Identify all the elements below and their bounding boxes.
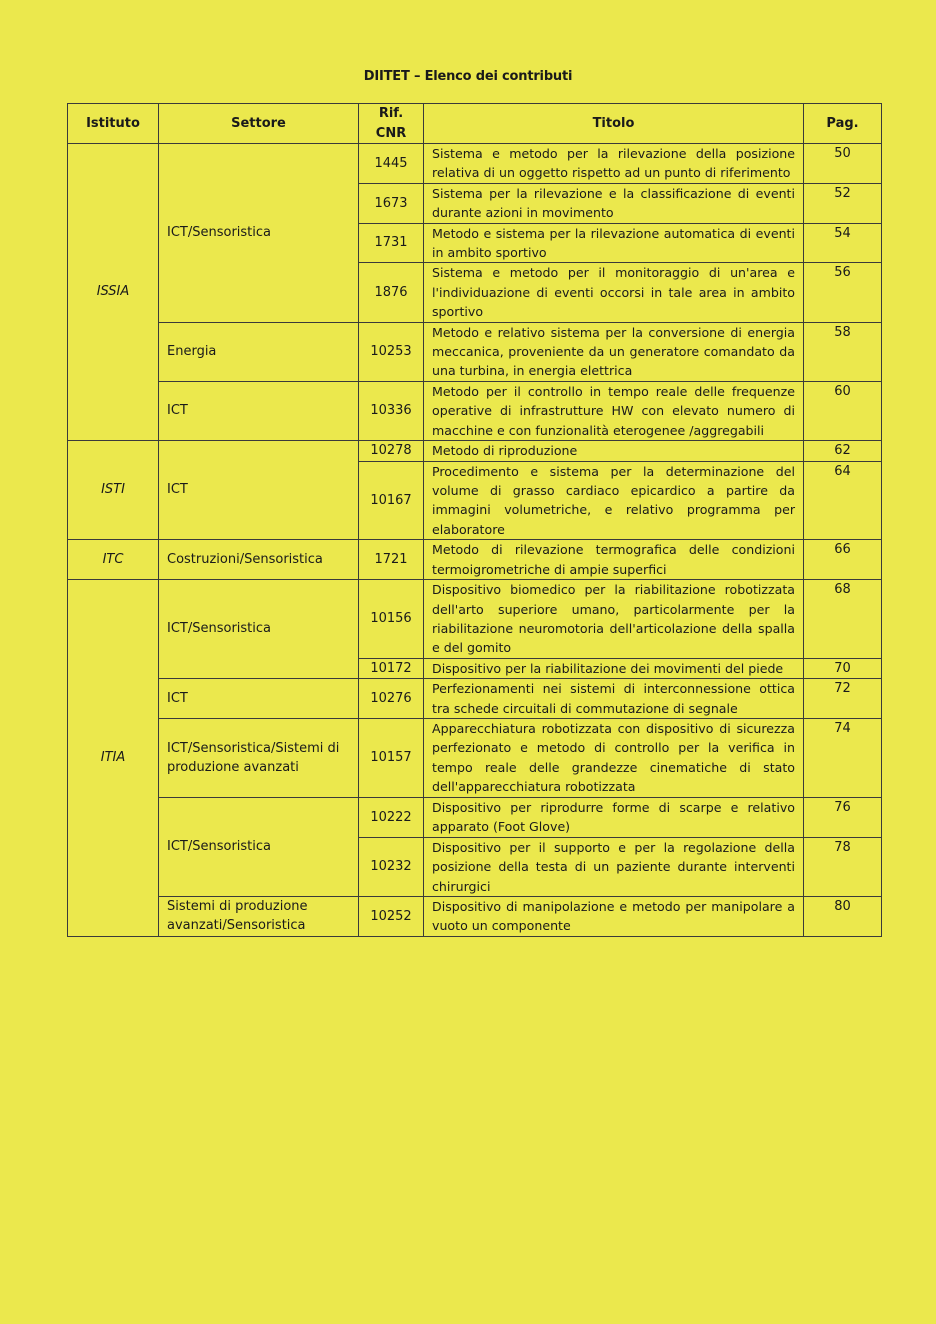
sector-cell: ICT/Sensoristica/Sistemi di produzione avanzati	[159, 718, 359, 797]
title-cell: Metodo e sistema per la rilevazione automatica di eventi in ambito sportivo	[424, 223, 804, 263]
sector-cell: ICT	[159, 381, 359, 440]
table-header-row	[68, 104, 882, 144]
title-cell: Sistema per la rilevazione e la classificazione di eventi durante azioni in movimento	[424, 183, 804, 223]
page-cell: 52	[804, 183, 882, 223]
title-cell: Sistema e metodo per la rilevazione della posizione relativa di un oggetto rispetto ad un punto di riferimento	[424, 144, 804, 184]
title-cell: Dispositivo per riprodurre forme di scarpe e relativo apparato (Foot Glove)	[424, 797, 804, 837]
page-cell: 76	[804, 797, 882, 837]
title-cell: Dispositivo di manipolazione e metodo per manipolare a vuoto un componente	[424, 897, 804, 937]
rif-cell: 10222	[359, 797, 424, 837]
table-row	[68, 322, 882, 381]
header-istituto: Istituto	[68, 104, 159, 144]
table-row	[68, 540, 882, 580]
rif-cell: 10336	[359, 381, 424, 440]
title-cell: Metodo e relativo sistema per la conversione di energia meccanica, proveniente da un generatore comandato da una turbina, in energia elettrica	[424, 322, 804, 381]
sector-cell: ICT/Sensoristica	[159, 144, 359, 323]
header-pag: Pag.	[804, 104, 882, 144]
rif-cell: 10167	[359, 461, 424, 540]
table-row	[68, 718, 882, 797]
rif-cell: 1673	[359, 183, 424, 223]
sector-cell: Costruzioni/Sensoristica	[159, 540, 359, 580]
sector-cell: ICT/Sensoristica	[159, 797, 359, 896]
table-row	[68, 679, 882, 719]
rif-cell: 1876	[359, 263, 424, 322]
page-cell: 68	[804, 580, 882, 659]
rif-cell: 10232	[359, 837, 424, 896]
table-row	[68, 797, 882, 837]
page-cell: 78	[804, 837, 882, 896]
rif-cell: 10156	[359, 580, 424, 659]
title-cell: Dispositivo biomedico per la riabilitazione robotizzata dell'arto superiore umano, particolarmente per la riabilitazione neuromotoria dell'articolazione della spalla e del gomito	[424, 580, 804, 659]
rif-cell: 10157	[359, 718, 424, 797]
header-rif-line2: CNR	[375, 125, 407, 141]
contributions-table	[67, 103, 882, 937]
institute-cell: ITIA	[68, 580, 159, 937]
institute-cell: ITC	[68, 540, 159, 580]
rif-cell: 1721	[359, 540, 424, 580]
page-cell: 50	[804, 144, 882, 184]
header-titolo: Titolo	[424, 104, 804, 144]
sector-cell: ICT/Sensoristica	[159, 580, 359, 679]
sector-cell: ICT	[159, 441, 359, 540]
page-cell: 72	[804, 679, 882, 719]
title-cell: Perfezionamenti nei sistemi di interconnessione ottica tra schede circuitali di commutazione di segnale	[424, 679, 804, 719]
sector-cell: Sistemi di produzione avanzati/Sensoristica	[159, 897, 359, 937]
table-row	[68, 381, 882, 440]
rif-cell: 10252	[359, 897, 424, 937]
title-cell: Dispositivo per la riabilitazione dei movimenti del piede	[424, 658, 804, 678]
table-row	[68, 580, 882, 659]
institute-cell: ISSIA	[68, 144, 159, 441]
table-row	[68, 144, 882, 184]
header-rif-cnr	[359, 104, 424, 144]
page-cell: 62	[804, 441, 882, 461]
rif-cell: 10276	[359, 679, 424, 719]
table-row	[68, 897, 882, 937]
page-cell: 74	[804, 718, 882, 797]
title-cell: Metodo di rilevazione termografica delle condizioni termoigrometriche di ampie superfici	[424, 540, 804, 580]
page-cell: 66	[804, 540, 882, 580]
page-cell: 58	[804, 322, 882, 381]
institute-cell: ISTI	[68, 441, 159, 540]
page-cell: 80	[804, 897, 882, 937]
table-row	[68, 441, 882, 461]
title-cell: Dispositivo per il supporto e per la regolazione della posizione della testa di un paziente durante interventi chirurgici	[424, 837, 804, 896]
document-title: DIITET – Elenco dei contributi	[363, 69, 573, 84]
title-cell: Sistema e metodo per il monitoraggio di un'area e l'individuazione di eventi occorsi in tale area in ambito sportivo	[424, 263, 804, 322]
page-cell: 64	[804, 461, 882, 540]
title-cell: Metodo per il controllo in tempo reale delle frequenze operative di infrastrutture HW con elevato numero di macchine e con funzionalità eterogenee /aggregabili	[424, 381, 804, 440]
title-cell: Metodo di riproduzione	[424, 441, 804, 461]
title-cell: Procedimento e sistema per la determinazione del volume di grasso cardiaco epicardico a partire da immagini volumetriche, e relativo programma per elaboratore	[424, 461, 804, 540]
rif-cell: 10253	[359, 322, 424, 381]
title-cell: Apparecchiatura robotizzata con dispositivo di sicurezza perfezionato e metodo di controllo per la verifica in tempo reale delle grandezze cinematiche di stato dell'apparecchiatura robotizzata	[424, 718, 804, 797]
header-settore: Settore	[159, 104, 359, 144]
header-rif-line1: Rif.	[378, 106, 404, 122]
rif-cell: 10278	[359, 441, 424, 461]
page-cell: 56	[804, 263, 882, 322]
rif-cell: 1445	[359, 144, 424, 184]
sector-cell: ICT	[159, 679, 359, 719]
rif-cell: 1731	[359, 223, 424, 263]
page-cell: 60	[804, 381, 882, 440]
page-cell: 54	[804, 223, 882, 263]
sector-cell: Energia	[159, 322, 359, 381]
page-cell: 70	[804, 658, 882, 678]
rif-cell: 10172	[359, 658, 424, 678]
